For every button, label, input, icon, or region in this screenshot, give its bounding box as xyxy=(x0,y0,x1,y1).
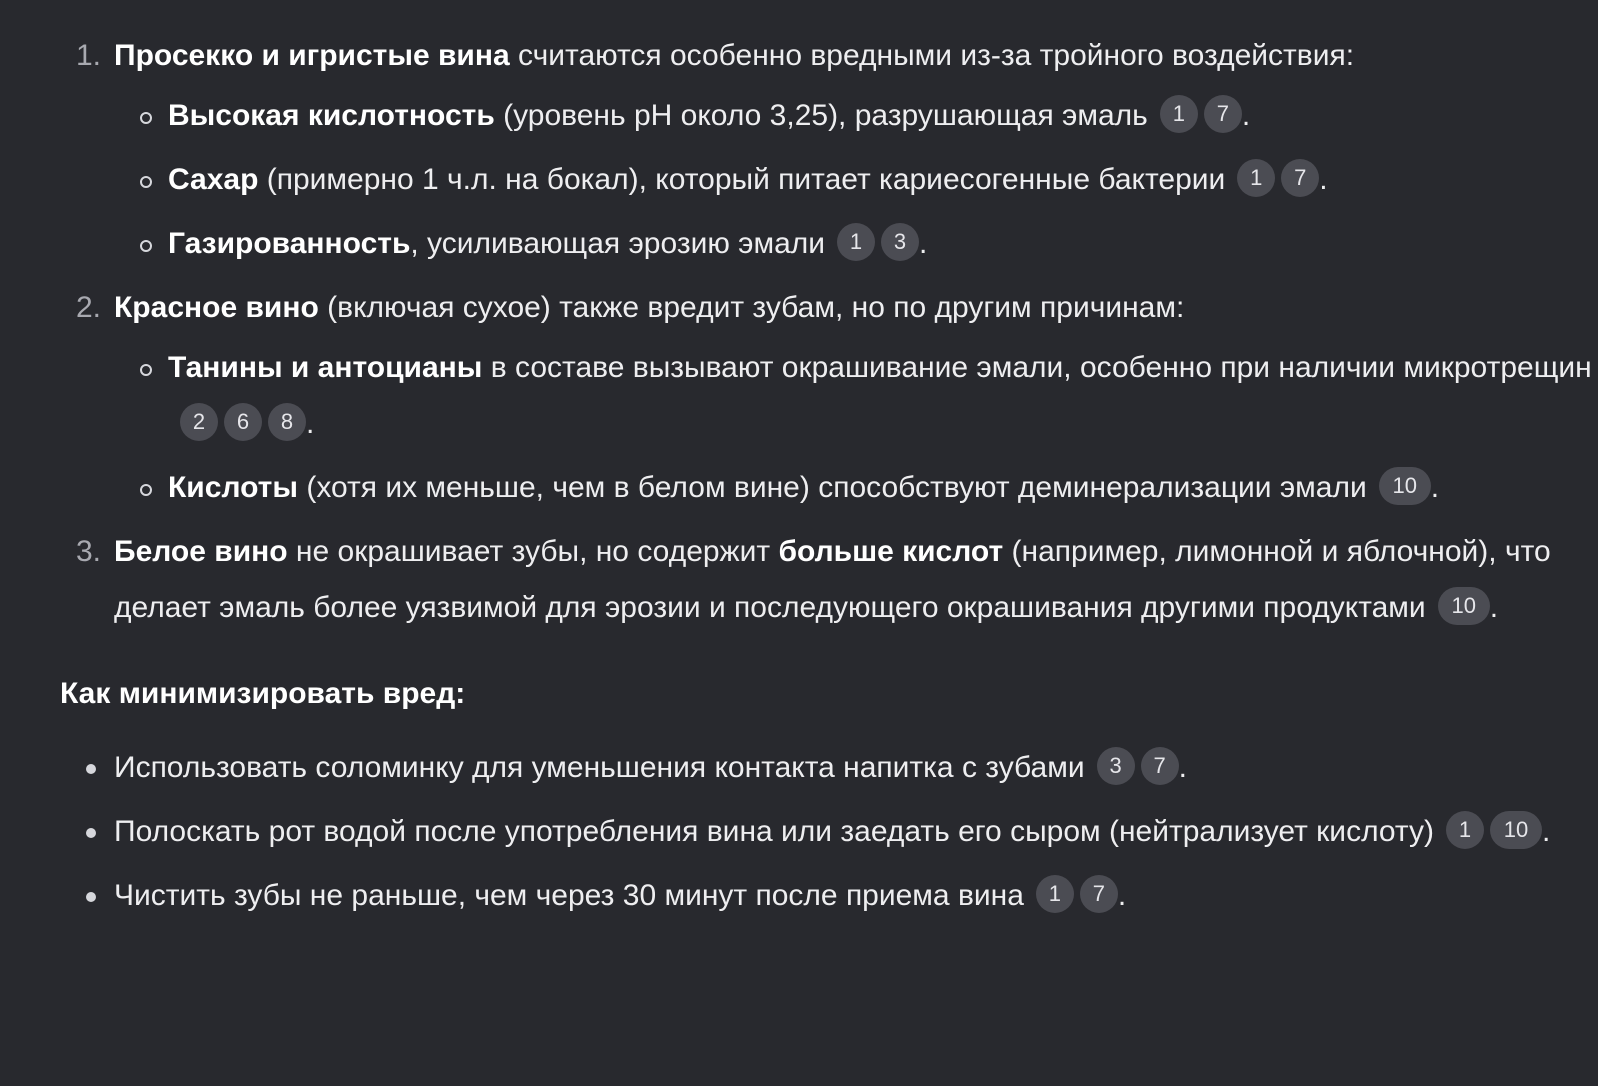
section-heading: Как минимизировать вред: xyxy=(60,677,466,710)
bullet-item xyxy=(114,804,1598,860)
item-text: не окрашивает зубы, но содержит xyxy=(287,535,779,568)
list-item xyxy=(76,28,1598,272)
punctuation: . xyxy=(1117,879,1127,912)
list-item xyxy=(76,524,1598,636)
numbered-list xyxy=(0,28,1598,636)
item-text: в составе вызывают окрашивание эмали, особенно при наличии микротрещин xyxy=(482,351,1592,384)
punctuation: . xyxy=(1489,591,1499,624)
item-text: считаются особенно вредными из-за тройного воздействия: xyxy=(509,39,1355,72)
citation-badge[interactable]: 10 xyxy=(1490,811,1542,849)
item-bold-text: Сахар xyxy=(168,163,259,196)
sub-list-item xyxy=(168,152,1598,208)
item-bold-text: Высокая кислотность xyxy=(168,99,495,132)
citation-badge[interactable]: 3 xyxy=(1097,747,1135,785)
item-text: , усиливающая эрозию эмали xyxy=(410,227,826,260)
citation-badge[interactable]: 1 xyxy=(1160,95,1198,133)
answer-content xyxy=(0,28,1598,932)
sub-list xyxy=(114,340,1598,516)
item-bold-text: Танины и антоцианы xyxy=(168,351,483,384)
item-text: (примерно 1 ч.л. на бокал), который питает кариесогенные бактерии xyxy=(258,163,1226,196)
punctuation: . xyxy=(1241,99,1251,132)
item-text: (например, лимонной и яблочной), что делает эмаль более уязвимой для эрозии и последующего окрашивания другими продуктами xyxy=(114,535,1551,624)
sub-list-item xyxy=(168,216,1598,272)
punctuation: . xyxy=(1178,751,1187,784)
item-text: Полоскать рот водой после употребления вина или заедать его сыром (нейтрализует кислоту) xyxy=(114,815,1434,848)
list-number: 2. xyxy=(76,291,102,324)
list-item xyxy=(76,280,1598,516)
citation-badge[interactable]: 1 xyxy=(837,223,875,261)
sub-list-item xyxy=(168,340,1598,452)
sub-list-item xyxy=(168,88,1598,144)
item-text: (уровень pH около 3,25), разрушающая эмаль xyxy=(494,99,1148,132)
citation-badge[interactable]: 8 xyxy=(268,403,306,441)
item-text: (включая сухое) также вредит зубам, но по другим причинам: xyxy=(318,291,1185,324)
punctuation: . xyxy=(1319,163,1328,196)
punctuation: . xyxy=(1542,815,1551,848)
citation-badge[interactable]: 3 xyxy=(881,223,919,261)
sub-list-item xyxy=(168,460,1598,516)
item-bold-text: Красное вино xyxy=(114,291,319,324)
punctuation: . xyxy=(1430,471,1440,504)
list-number: 3. xyxy=(76,535,102,568)
citation-badge[interactable]: 10 xyxy=(1379,467,1431,505)
citation-badge[interactable]: 2 xyxy=(180,403,218,441)
item-bold-text: Белое вино xyxy=(114,535,288,568)
citation-badge[interactable]: 1 xyxy=(1036,875,1074,913)
item-text: Использовать соломинку для уменьшения контакта напитка с зубами xyxy=(114,751,1085,784)
item-bold-text: Газированность xyxy=(168,227,411,260)
item-bold-text: больше кислот xyxy=(778,535,1004,568)
sub-list xyxy=(114,88,1598,272)
item-text: (хотя их меньше, чем в белом вине) способствуют деминерализации эмали xyxy=(298,471,1367,504)
citation-badge[interactable]: 1 xyxy=(1446,811,1484,849)
citation-badge[interactable]: 7 xyxy=(1281,159,1319,197)
citation-badge[interactable]: 7 xyxy=(1080,875,1118,913)
item-bold-text: Просекко и игристые вина xyxy=(114,39,510,72)
bullet-list xyxy=(0,740,1598,924)
item-text: Чистить зубы не раньше, чем через 30 минут после приема вина xyxy=(114,879,1024,912)
citation-badge[interactable]: 6 xyxy=(224,403,262,441)
list-number: 1. xyxy=(76,39,102,72)
punctuation: . xyxy=(919,227,928,260)
citation-badge[interactable]: 10 xyxy=(1438,587,1490,625)
item-bold-text: Кислоты xyxy=(168,471,298,504)
citation-badge[interactable]: 1 xyxy=(1237,159,1275,197)
punctuation: . xyxy=(306,407,315,440)
citation-badge[interactable]: 7 xyxy=(1204,95,1242,133)
citation-badge[interactable]: 7 xyxy=(1141,747,1179,785)
bullet-item xyxy=(114,868,1598,924)
bullet-item xyxy=(114,740,1598,796)
